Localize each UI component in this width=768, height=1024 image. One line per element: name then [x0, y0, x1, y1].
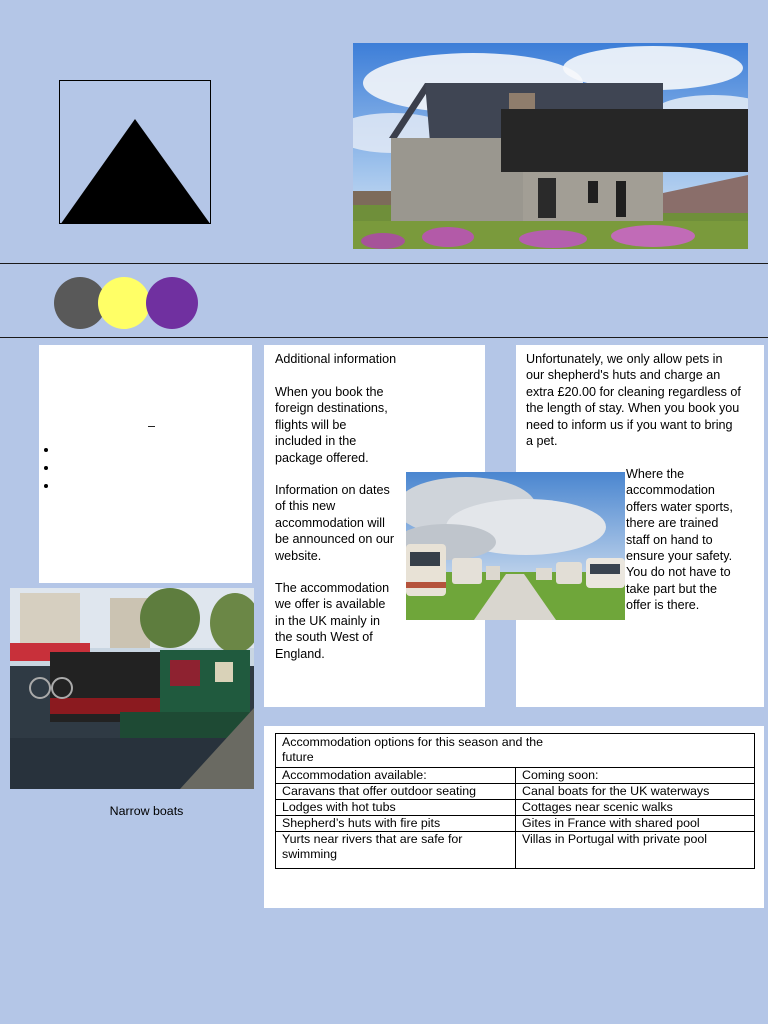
table-cell: Lodges with hot tubs [276, 800, 516, 816]
table-row [276, 800, 755, 816]
table-header-coming-soon: Coming soon: [516, 768, 755, 784]
narrow-boats-caption: Narrow boats [109, 804, 184, 818]
left-panel [39, 345, 252, 583]
middle-panel-paragraph-1: When you book the foreign destinations, flights will be included in the package offered. [275, 385, 388, 465]
table-cell: Cottages near scenic walks [516, 800, 755, 816]
middle-panel-paragraph-2: Information on dates of this new accommodation will be announced on our website. [275, 483, 395, 563]
table-header-available: Accommodation available: [276, 768, 516, 784]
table-cell: Gites in France with shared pool [516, 816, 755, 832]
logo-box [59, 80, 211, 224]
table-title-row [276, 734, 755, 768]
caravan-park-image [406, 472, 625, 620]
table-row [276, 784, 755, 800]
middle-panel-heading: Additional information [275, 352, 397, 366]
black-triangle-icon [60, 81, 211, 224]
divider-top [0, 263, 768, 264]
accommodation-options-table [275, 733, 755, 869]
table-cell: Yurts near rivers that are safe for swimming [276, 832, 516, 869]
narrow-boats-image [10, 588, 254, 789]
middle-panel-paragraph-3: The accommodation we offer is available in the UK mainly in the south West of England. [275, 581, 390, 661]
hero-cottage-image [353, 43, 748, 249]
divider-bottom [0, 337, 768, 338]
table-row [276, 832, 755, 869]
table-cell: Villas in Portugal with private pool [516, 832, 755, 869]
left-panel-bullets [38, 440, 58, 494]
right-panel-paragraph-2: Where the accommodation offers water sports, there are trained staff on hand to ensure your safety. You do not have to take part but the offer is there. [626, 467, 733, 613]
table-row [276, 816, 755, 832]
table-title: Accommodation options for this season and the future [276, 734, 755, 768]
swatch-yellow [98, 277, 150, 329]
table-header-row [276, 768, 755, 784]
right-panel-paragraph-1: Unfortunately, we only allow pets in our shepherd's huts and charge an extra £20.00 for cleaning regardless of the length of stay. When you book you need to inform us if you want to bring a pet. [526, 352, 741, 449]
table-cell: Shepherd’s huts with fire pits [276, 816, 516, 832]
swatch-purple [146, 277, 198, 329]
left-panel-dash: – [148, 419, 156, 433]
table-cell: Caravans that offer outdoor seating [276, 784, 516, 800]
table-cell: Canal boats for the UK waterways [516, 784, 755, 800]
